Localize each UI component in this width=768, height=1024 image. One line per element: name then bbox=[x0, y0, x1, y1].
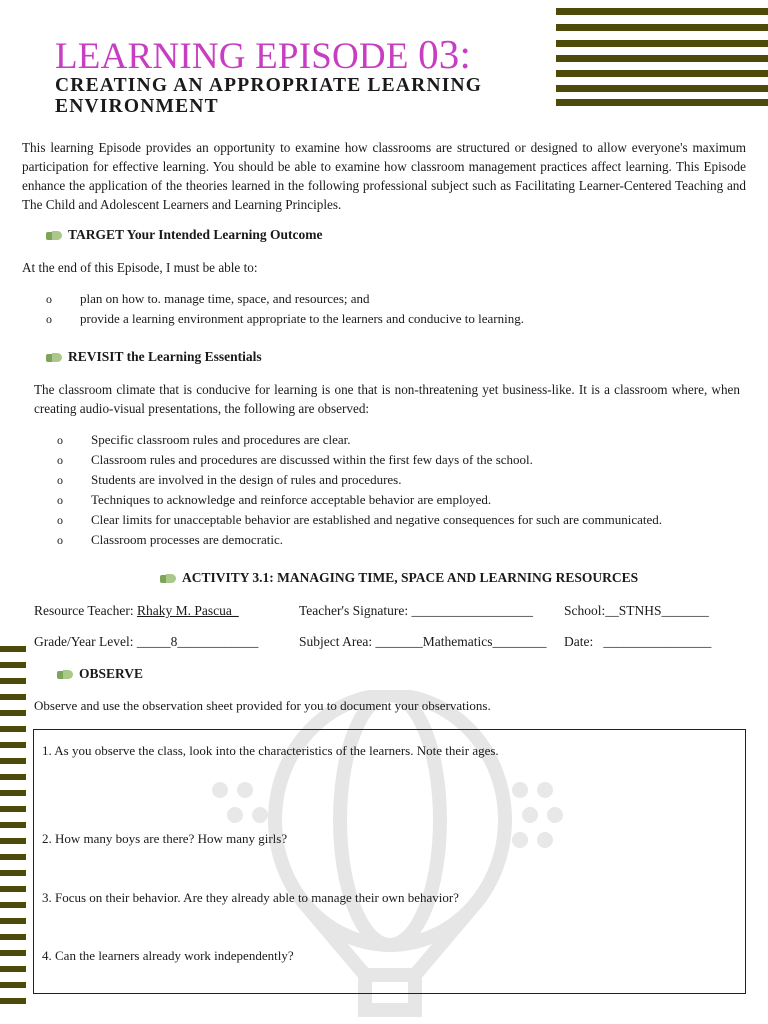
observe-instruction: Observe and use the observation sheet provided for you to document your observations. bbox=[34, 698, 491, 713]
observation-question-4: 4. Can the learners already work independently? bbox=[42, 948, 294, 963]
observe-heading bbox=[57, 666, 143, 682]
activity-heading-text: ACTIVITY 3.1: MANAGING TIME, SPACE AND LEARNING RESOURCES bbox=[182, 570, 639, 585]
resource-teacher-field bbox=[34, 603, 239, 619]
activity-heading bbox=[160, 570, 638, 586]
list-item: o Techniques to acknowledge and reinforce acceptable behavior are employed. bbox=[57, 490, 662, 510]
list-item: o Classroom rules and procedures are discussed within the first few days of the school. bbox=[57, 450, 662, 470]
resource-teacher-value[interactable]: Rhaky M. Pascua_ bbox=[137, 603, 239, 618]
list-item: o provide a learning environment appropriate to the learners and conducive to learning. bbox=[46, 309, 524, 329]
intro-paragraph: This learning Episode provides an opportunity to examine how classrooms are structured or designed to allow everyone's maximum participation for effective learning. You should be able to examine how classroom management practices affect learning. This Episode enhance the application of the theories learned in the following professional subject such as Facilitating Learner-Centered Teaching and The Child and Adolescent Learners and Learning Principles. bbox=[22, 140, 746, 212]
school-label: School: bbox=[564, 603, 606, 618]
leaf-icon bbox=[46, 353, 62, 362]
grade-label: Grade/Year Level: bbox=[34, 634, 134, 649]
school-field bbox=[564, 603, 709, 619]
revisit-paragraph: The classroom climate that is conducive for learning is one that is non-threatening yet business-like. It is a classroom where, when creating audio-visual presentations, the following are observed: bbox=[34, 382, 740, 416]
episode-number: 03: bbox=[418, 31, 472, 77]
observation-question-2: 2. How many boys are there? How many girls? bbox=[42, 831, 288, 846]
list-item: o Clear limits for unacceptable behavior are established and negative consequences for such are communicated. bbox=[57, 510, 662, 530]
list-item: o Classroom processes are democratic. bbox=[57, 530, 662, 550]
target-lead: At the end of this Episode, I must be able to: bbox=[22, 260, 258, 275]
revisit-heading bbox=[46, 349, 262, 365]
grade-field bbox=[34, 634, 258, 650]
observation-question-3: 3. Focus on their behavior. Are they already able to manage their own behavior? bbox=[42, 890, 459, 905]
list-item: o Specific classroom rules and procedures are clear. bbox=[57, 430, 662, 450]
school-value[interactable]: __STNHS_______ bbox=[605, 603, 709, 618]
leaf-icon bbox=[46, 231, 62, 240]
date-label: Date: bbox=[564, 634, 594, 649]
page-title bbox=[55, 30, 471, 78]
page-subtitle: CREATING AN APPROPRIATE LEARNING ENVIRONMENT bbox=[55, 75, 483, 117]
date-field bbox=[564, 634, 711, 650]
list-item: o plan on how to. manage time, space, and resources; and bbox=[46, 289, 524, 309]
signature-field bbox=[299, 603, 533, 619]
resource-teacher-label: Resource Teacher: bbox=[34, 603, 134, 618]
grade-value[interactable]: _____8____________ bbox=[136, 634, 259, 649]
leaf-icon bbox=[57, 670, 73, 679]
list-item: o Students are involved in the design of rules and procedures. bbox=[57, 470, 662, 490]
leaf-icon bbox=[160, 574, 176, 583]
observation-sheet[interactable] bbox=[33, 729, 746, 994]
title-prefix: LEARNING EPISODE bbox=[55, 36, 409, 77]
revisit-heading-text: REVISIT the Learning Essentials bbox=[68, 349, 262, 364]
date-value[interactable]: ________________ bbox=[603, 634, 712, 649]
signature-label: Teacher's Signature: bbox=[299, 603, 409, 618]
revisit-list bbox=[57, 430, 662, 550]
target-heading-text: TARGET Your Intended Learning Outcome bbox=[68, 227, 323, 242]
subject-field bbox=[299, 634, 546, 650]
observe-heading-text: OBSERVE bbox=[79, 666, 144, 681]
observation-question-1: 1. As you observe the class, look into the characteristics of the learners. Note their ages. bbox=[42, 743, 499, 758]
target-list bbox=[46, 289, 524, 329]
subject-label: Subject Area: bbox=[299, 634, 373, 649]
target-heading bbox=[46, 227, 323, 243]
signature-value[interactable]: __________________ bbox=[411, 603, 533, 618]
subject-value[interactable]: _______Mathematics________ bbox=[375, 634, 547, 649]
